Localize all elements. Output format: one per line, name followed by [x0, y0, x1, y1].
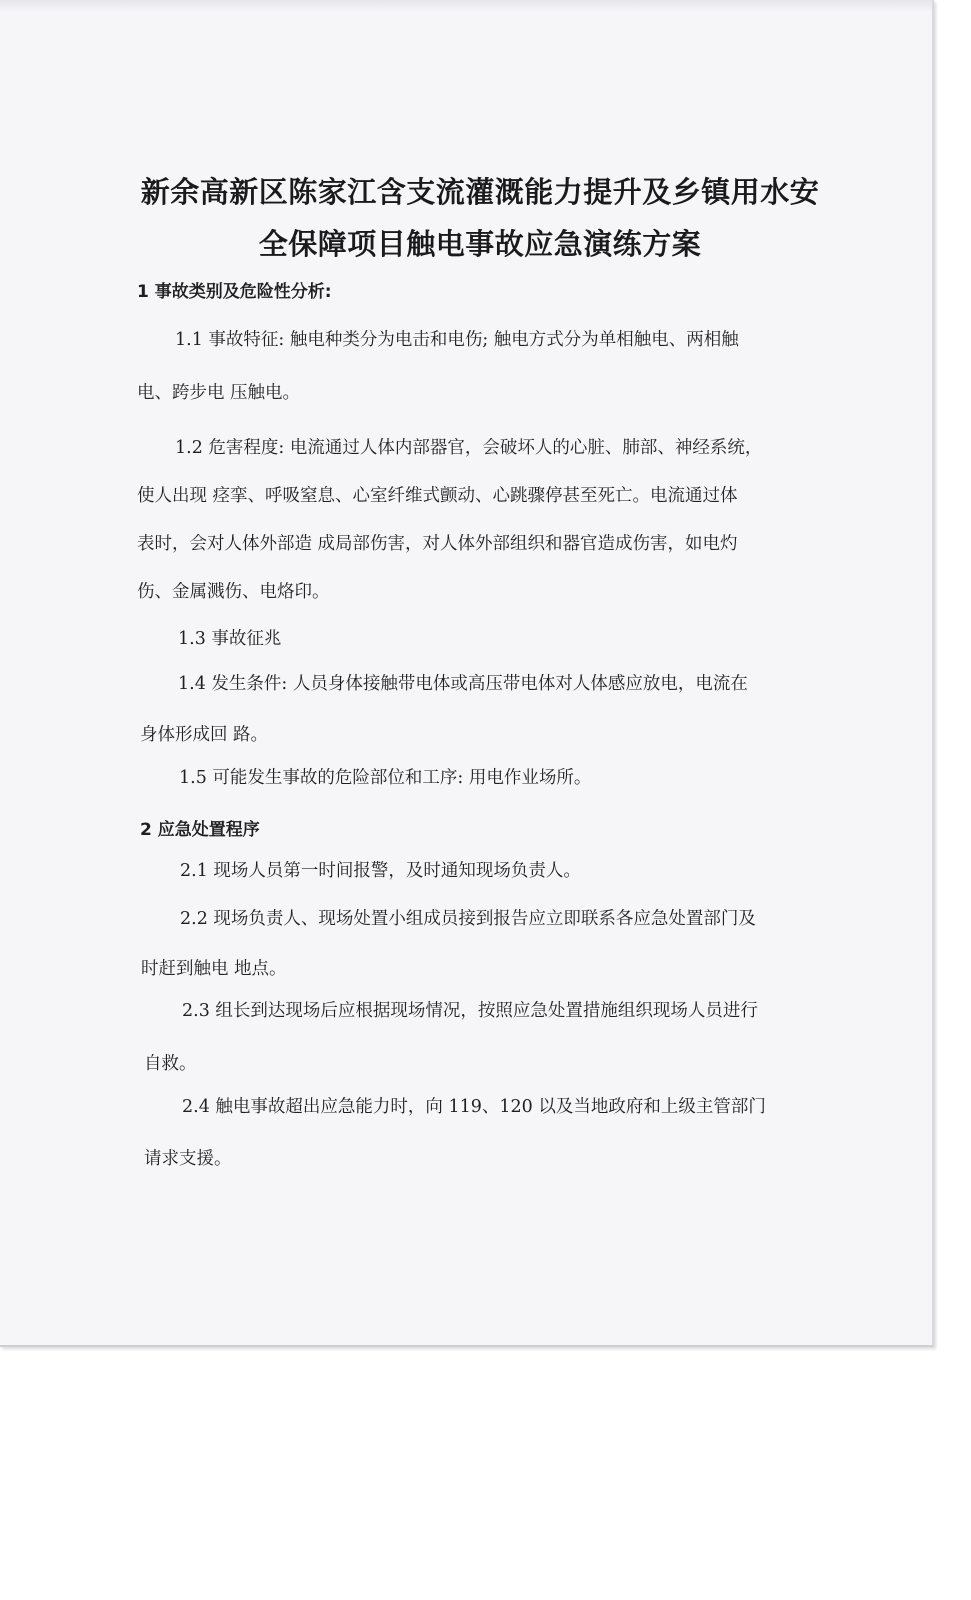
paragraph-1-3: 1.3 事故征兆 [178, 629, 282, 649]
paragraph-1-2-line-1: 1.2 危害程度: 电流通过人体内部器官，会破坏人的心脏、肺部、神经系统， [175, 438, 763, 458]
paragraph-1-2-line-2: 使人出现 痉挛、呼吸窒息、心室纤维式颤动、心跳骤停甚至死亡。电流通过体 [137, 486, 738, 506]
paragraph-2-4-line-2: 请求支援。 [144, 1149, 232, 1169]
section-heading-1: 1 事故类别及危险性分析: [137, 282, 332, 302]
paragraph-1-4-line-1: 1.4 发生条件: 人员身体接触带电体或高压带电体对人体感应放电，电流在 [178, 674, 748, 694]
paragraph-1-5: 1.5 可能发生事故的危险部位和工序: 用电作业场所。 [179, 768, 592, 788]
paper-edge-shadow [0, 0, 932, 12]
paragraph-2-3-line-1: 2.3 组长到达现场后应根据现场情况，按照应急处置措施组织现场人员进行 [182, 1001, 758, 1021]
document-title-line-1: 新余高新区陈家江含支流灌溉能力提升及乡镇用水安 [140, 175, 820, 209]
section-heading-2: 2 应急处置程序 [140, 820, 260, 840]
paragraph-1-2-line-4: 伤、金属溅伤、电烙印。 [137, 582, 330, 602]
paragraph-1-4-line-2: 身体形成回 路。 [140, 725, 269, 745]
paragraph-2-2-line-1: 2.2 现场负责人、现场处置小组成员接到报告应立即联系各应急处置部门及 [180, 909, 756, 929]
paragraph-2-3-line-2: 自救。 [144, 1054, 197, 1074]
paragraph-2-1: 2.1 现场人员第一时间报警，及时通知现场负责人。 [180, 861, 581, 881]
paragraph-1-1-line-1: 1.1 事故特征: 触电种类分为电击和电伤; 触电方式分为单相触电、两相触 [175, 330, 739, 350]
paragraph-1-1-line-2: 电、跨步电 压触电。 [137, 383, 301, 403]
paragraph-2-4-line-1: 2.4 触电事故超出应急能力时，向 119、120 以及当地政府和上级主管部门 [182, 1097, 766, 1117]
paragraph-2-2-line-2: 时赶到触电 地点。 [141, 959, 287, 979]
paragraph-1-2-line-3: 表时，会对人体外部造 成局部伤害，对人体外部组织和器官造成伤害，如电灼 [137, 534, 738, 554]
document-title-line-2: 全保障项目触电事故应急演练方案 [258, 227, 702, 261]
